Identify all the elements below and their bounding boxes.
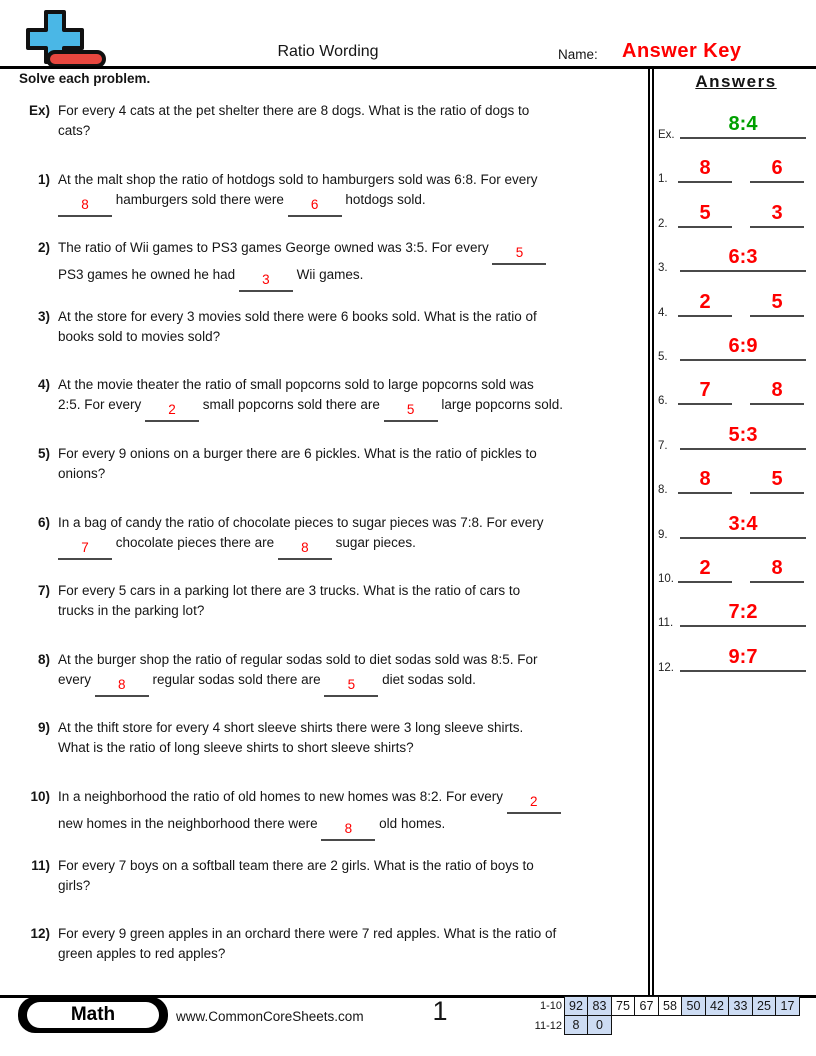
answer-value: 8: [678, 467, 732, 494]
answer-value: 3: [750, 201, 804, 228]
score-cell: 50: [681, 996, 706, 1016]
answer-value: 7:2: [680, 600, 806, 627]
score-cell: 67: [634, 996, 659, 1016]
problem-text: For every 4 cats at the pet shelter there are 8 dogs. What is the ratio of dogs to cats?: [58, 103, 530, 138]
score-range-label: 11-12: [534, 1020, 562, 1032]
answer-number-label: 10.: [658, 573, 674, 585]
score-cell: 33: [728, 996, 753, 1016]
problem-row: [20, 101, 644, 170]
page-title: Ratio Wording: [277, 43, 379, 60]
problem-number: 5): [37, 445, 50, 461]
problem-text: For every 5 cars in a parking lot there are 3 trucks. What is the ratio of cars to trucks in the parking lot?: [58, 583, 521, 619]
answer-row: [656, 599, 816, 630]
answer-value: 2: [678, 556, 732, 583]
answer-value: 2: [678, 290, 732, 317]
problem-row: [20, 650, 644, 719]
answer-number-label: 4.: [658, 306, 668, 319]
score-cell: 17: [775, 996, 800, 1016]
answer-value: 8: [678, 156, 732, 183]
name-label: Name:: [558, 47, 598, 62]
answer-row: [656, 511, 816, 539]
answer-blank: 5: [492, 245, 546, 265]
answer-value: 5: [750, 290, 804, 317]
answer-row: [656, 289, 816, 317]
problem-number: 4): [37, 377, 50, 393]
problem-text: At the burger shop the ratio of regular sodas sold to diet sodas sold was 8:5. For every 8 regular sodas sold there are 5 diet sodas sold.: [58, 650, 644, 697]
score-row: [530, 1016, 800, 1036]
problem-row: [20, 513, 644, 582]
problem-number: 7): [37, 583, 50, 599]
answer-blank: 8: [58, 197, 112, 217]
problem-text: For every 9 onions on a burger there are 6 pickles. What is the ratio of pickles to onions?: [58, 445, 537, 481]
answer-row: [656, 200, 816, 228]
problem-row: [20, 307, 644, 376]
answer-number-label: 12.: [658, 661, 674, 674]
answer-blank: 8: [95, 677, 149, 697]
answers-panel: [656, 67, 816, 995]
answer-number-label: 3.: [658, 262, 668, 275]
score-cell: 92: [564, 996, 589, 1016]
answer-number-label: 11.: [658, 617, 674, 630]
problem-number: 1): [37, 171, 50, 187]
problem-text: At the store for every 3 movies sold there were 6 books sold. What is the ratio of books sold to movies sold?: [58, 308, 537, 344]
problem-text: For every 7 boys on a softball team there are 2 girls. What is the ratio of boys to girls?: [58, 857, 534, 893]
problem-number: Ex): [28, 103, 50, 118]
answer-row: [656, 422, 816, 450]
score-range-label: 1-10: [539, 1000, 562, 1012]
score-cell: 25: [752, 996, 777, 1016]
problems-list: [20, 101, 644, 993]
problem-text: At the malt shop the ratio of hotdogs sold to hamburgers sold was 6:8. For every 8 hamburgers sold there were 6 hotdogs sold.: [58, 170, 644, 217]
problem-row: [20, 924, 644, 993]
answer-value: 5:3: [680, 423, 806, 450]
score-cell: 75: [611, 996, 636, 1016]
problem-number: 3): [37, 308, 50, 324]
answer-blank: 5: [324, 677, 378, 697]
answer-value: 8:4: [680, 112, 806, 139]
answer-value: 6:3: [680, 245, 806, 272]
website-text: www.CommonCoreSheets.com: [176, 1009, 364, 1024]
plus-minus-logo-icon: [16, 6, 116, 68]
problem-row: [20, 375, 644, 444]
problem-number: 11): [31, 857, 50, 873]
answer-number-label: 9.: [658, 528, 668, 541]
answer-row: [656, 333, 816, 361]
problem-number: 12): [30, 926, 50, 942]
answer-row: [656, 377, 816, 408]
answer-blank: 8: [321, 821, 375, 841]
answer-row: [656, 555, 816, 583]
problem-number: 9): [37, 720, 50, 736]
answer-value: 6: [750, 156, 804, 183]
answer-row: [656, 644, 816, 672]
answer-blank: 6: [288, 197, 342, 217]
answer-number-label: 1.: [658, 173, 668, 186]
answer-blank: 3: [239, 272, 293, 292]
problem-text: In a bag of candy the ratio of chocolate pieces to sugar pieces was 7:8. For every 7 chocolate pieces there are 8 sugar pieces.: [58, 513, 644, 560]
problem-row: [20, 787, 644, 856]
problem-number: 10): [30, 788, 50, 804]
answer-number-label: 8.: [658, 484, 668, 497]
answers-title: Answers: [695, 72, 777, 91]
answers-divider: [648, 67, 654, 995]
problem-number: 2): [37, 240, 50, 256]
problem-row: [20, 581, 644, 650]
score-cell: 8: [564, 1015, 589, 1035]
answer-value: 7: [678, 378, 732, 405]
problem-row: [20, 856, 644, 925]
answer-row: [656, 155, 816, 186]
subject-badge-label: Math: [27, 1002, 159, 1028]
problem-text: For every 9 green apples in an orchard there were 7 red apples. What is the ratio of green apples to red apples?: [58, 926, 557, 962]
answer-number-label: Ex.: [658, 129, 675, 141]
answer-value: 6:9: [680, 334, 806, 361]
answer-blank: 2: [145, 402, 199, 422]
answer-value: 5: [750, 467, 804, 494]
answer-blank: 2: [507, 794, 561, 814]
score-cell: 83: [587, 996, 612, 1016]
instruction-text: Solve each problem.: [19, 71, 151, 86]
answer-blank: 7: [58, 540, 112, 560]
answer-row: [656, 466, 816, 497]
score-cell: 0: [587, 1015, 612, 1035]
problem-row: [20, 238, 644, 307]
answer-value: 8: [750, 556, 804, 583]
answer-number-label: 5.: [658, 351, 668, 363]
score-table: [530, 996, 800, 1036]
answer-number-label: 6.: [658, 395, 668, 408]
problem-number: 6): [37, 514, 50, 530]
page-number: 1: [432, 996, 448, 1026]
subject-badge: [18, 997, 168, 1033]
answer-key-label: Answer Key: [622, 40, 742, 62]
problem-text: In a neighborhood the ratio of old homes to new homes was 8:2. For every 2 new homes in the neighborhood there were 8 old homes.: [58, 787, 644, 841]
answer-row: [656, 111, 816, 139]
score-row: [530, 996, 800, 1016]
answer-blank: 5: [384, 402, 438, 422]
answer-value: 8: [750, 378, 804, 405]
answer-value: 9:7: [680, 645, 806, 672]
answer-number-label: 2.: [658, 217, 668, 230]
answer-value: 5: [678, 201, 732, 228]
problem-text: At the movie theater the ratio of small popcorns sold to large popcorns sold was 2:5. For every 2 small popcorns sold there are 5 large popcorns sold.: [58, 375, 644, 422]
problem-row: [20, 718, 644, 787]
score-cell: 42: [705, 996, 730, 1016]
problem-row: [20, 444, 644, 513]
problem-number: 8): [37, 651, 50, 667]
problem-text: The ratio of Wii games to PS3 games George owned was 3:5. For every 5 PS3 games he owned he had 3 Wii games.: [58, 238, 644, 292]
answer-number-label: 7.: [658, 439, 668, 452]
answer-blank: 8: [278, 540, 332, 560]
minus-icon: [48, 52, 104, 66]
answer-row: [656, 244, 816, 275]
score-cell: 58: [658, 996, 683, 1016]
problem-row: [20, 170, 644, 239]
answer-value: 3:4: [680, 512, 806, 539]
problem-text: At the thift store for every 4 short sleeve shirts there were 3 long sleeve shirts. What is the ratio of long sleeve shirts to short sleeve shirts?: [58, 720, 524, 756]
